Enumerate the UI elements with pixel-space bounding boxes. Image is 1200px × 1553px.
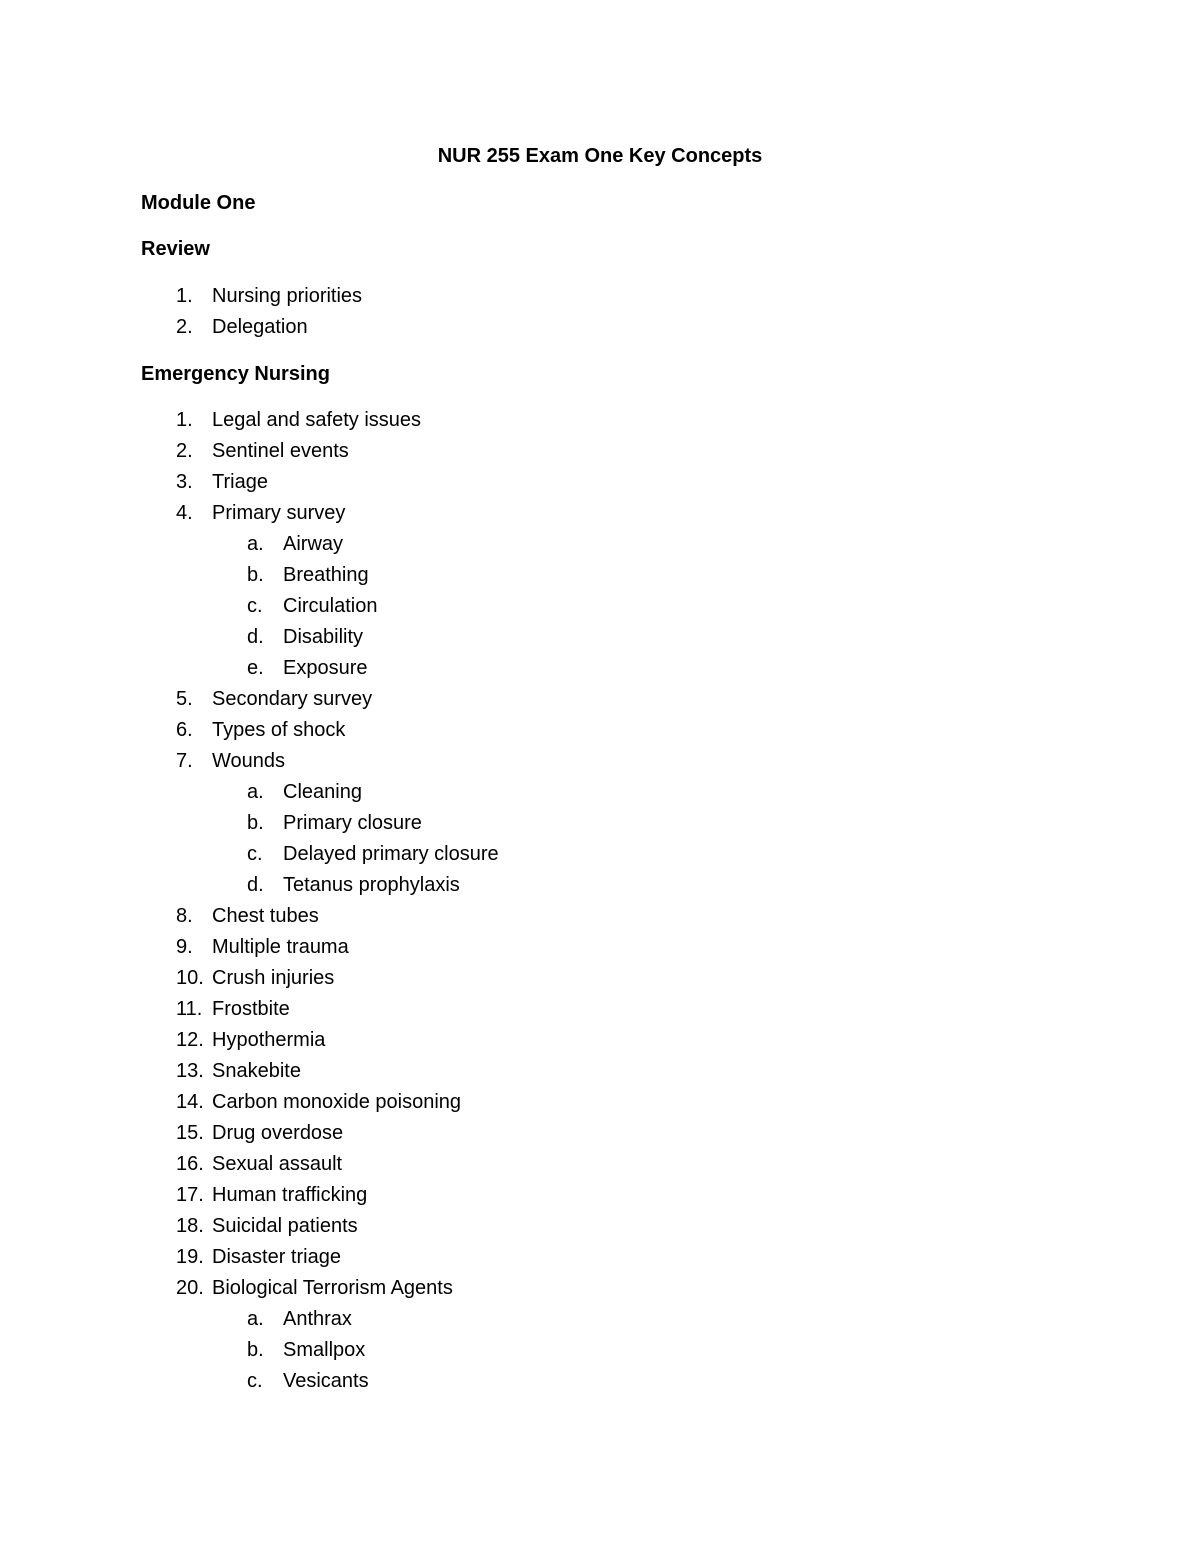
list-item-text: Legal and safety issues <box>212 409 422 431</box>
list-item-number: 14. <box>176 1091 204 1113</box>
list-item-text: Crush injuries <box>212 967 335 989</box>
list-item-number: 9. <box>176 936 193 958</box>
list-item-number: 8. <box>176 905 193 927</box>
list-item-text: Hypothermia <box>212 1029 326 1051</box>
emergency-nursing-heading: Emergency Nursing <box>141 363 330 385</box>
list-item-text: Disability <box>283 626 364 648</box>
list-item-number: 5. <box>176 688 193 710</box>
review-heading: Review <box>141 238 210 260</box>
list-item-text: Exposure <box>283 657 368 679</box>
list-item-text: Tetanus prophylaxis <box>283 874 460 896</box>
list-item-number: 2. <box>176 316 193 338</box>
list-item-text: Delayed primary closure <box>283 843 499 865</box>
list-item-number: a. <box>247 781 264 803</box>
list-item-number: 4. <box>176 502 193 524</box>
list-item-text: Wounds <box>212 750 286 772</box>
list-item-number: c. <box>247 595 263 617</box>
list-item-text: Primary closure <box>283 812 422 834</box>
list-item-text: Chest tubes <box>212 905 319 927</box>
list-item-text: Secondary survey <box>212 688 373 710</box>
list-item-number: b. <box>247 1339 264 1361</box>
list-item-number: 3. <box>176 471 193 493</box>
list-item-text: Vesicants <box>283 1370 369 1392</box>
list-item-number: 7. <box>176 750 193 772</box>
list-item-text: Drug overdose <box>212 1122 344 1144</box>
list-item-number: c. <box>247 1370 263 1392</box>
list-item-number: 16. <box>176 1153 204 1175</box>
list-item-text: Multiple trauma <box>212 936 349 958</box>
list-item-text: Delegation <box>212 316 308 338</box>
list-item-number: 6. <box>176 719 193 741</box>
list-item-text: Cleaning <box>283 781 362 803</box>
list-item-number: 2. <box>176 440 193 462</box>
list-item-text: Human trafficking <box>212 1184 368 1206</box>
list-item-text: Nursing priorities <box>212 285 363 307</box>
list-item-number: a. <box>247 1308 264 1330</box>
list-item-number: b. <box>247 812 264 834</box>
list-item-number: d. <box>247 626 264 648</box>
list-item-text: Anthrax <box>283 1308 352 1330</box>
list-item-number: 13. <box>176 1060 204 1082</box>
list-item-text: Sexual assault <box>212 1153 343 1175</box>
list-item-text: Triage <box>212 471 268 493</box>
list-item-text: Airway <box>283 533 344 555</box>
list-item-number: b. <box>247 564 264 586</box>
list-item-number: d. <box>247 874 264 896</box>
list-item-text: Frostbite <box>212 998 290 1020</box>
list-item-number: e. <box>247 657 264 679</box>
list-item-text: Carbon monoxide poisoning <box>212 1091 462 1113</box>
list-item-text: Circulation <box>283 595 378 617</box>
list-item-text: Snakebite <box>212 1060 301 1082</box>
module-heading: Module One <box>141 192 256 214</box>
list-item-number: 1. <box>176 285 193 307</box>
list-item-number: 10. <box>176 967 204 989</box>
list-item-number: 18. <box>176 1215 204 1237</box>
list-item-number: c. <box>247 843 263 865</box>
list-item-number: 20. <box>176 1277 204 1299</box>
list-item-number: 12. <box>176 1029 204 1051</box>
list-item-text: Disaster triage <box>212 1246 341 1268</box>
list-item-number: 17. <box>176 1184 204 1206</box>
list-item-text: Types of shock <box>212 719 346 741</box>
list-item-text: Biological Terrorism Agents <box>212 1277 453 1299</box>
list-item-number: a. <box>247 533 264 555</box>
list-item-text: Breathing <box>283 564 369 586</box>
list-item-number: 1. <box>176 409 193 431</box>
list-item-text: Suicidal patients <box>212 1215 358 1237</box>
list-item-number: 11. <box>176 998 203 1020</box>
document-title: NUR 255 Exam One Key Concepts <box>437 145 763 167</box>
list-item-text: Smallpox <box>283 1339 366 1361</box>
list-item-text: Sentinel events <box>212 440 349 462</box>
list-item-number: 19. <box>176 1246 204 1268</box>
list-item-number: 15. <box>176 1122 204 1144</box>
list-item-text: Primary survey <box>212 502 346 524</box>
